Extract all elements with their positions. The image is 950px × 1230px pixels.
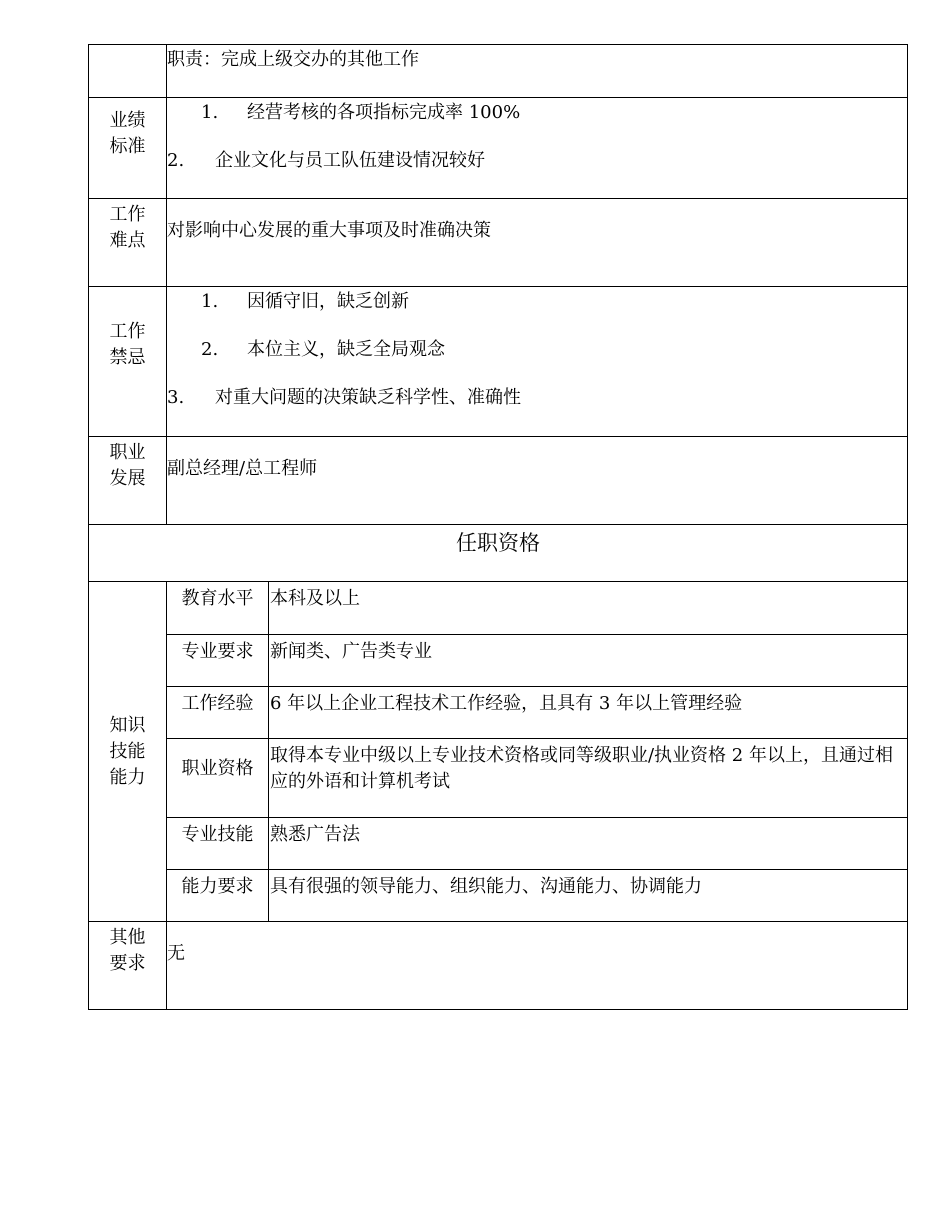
difficulty-label — [89, 199, 167, 287]
performance-item-1-text: 经营考核的各项指标完成率 100% — [247, 102, 521, 123]
career-label-line2: 发展 — [109, 468, 146, 489]
career-row — [89, 437, 908, 525]
difficulty-label-line2: 难点 — [109, 230, 146, 251]
skill-label: 专业技能 — [167, 817, 269, 869]
difficulty-content-cell — [167, 199, 908, 287]
certification-label: 职业资格 — [167, 738, 269, 817]
performance-content-cell — [167, 98, 908, 199]
taboo-item-3-text: 对重大问题的决策缺乏科学性、准确性 — [215, 387, 521, 408]
performance-item-2 — [167, 125, 907, 173]
taboo-item-2-text: 本位主义，缺乏全局观念 — [247, 339, 445, 360]
career-content-cell — [167, 437, 908, 525]
taboo-label-line2: 禁忌 — [109, 347, 146, 368]
other-label-line1: 其他 — [109, 927, 146, 948]
knowledge-item-row — [167, 869, 907, 921]
knowledge-details-table — [167, 582, 907, 921]
major-label: 专业要求 — [167, 634, 269, 686]
performance-item-2-num: 2. — [167, 150, 185, 171]
experience-value: 6 年以上企业工程技术工作经验，且具有 3 年以上管理经验 — [269, 686, 908, 738]
other-label-line2: 要求 — [109, 953, 146, 974]
other-content-cell — [167, 922, 908, 1010]
knowledge-item-row — [167, 582, 907, 634]
difficulty-text: 对影响中心发展的重大事项及时准确决策 — [167, 220, 491, 241]
taboo-row — [89, 287, 908, 437]
performance-label — [89, 98, 167, 199]
performance-label-line1: 业绩 — [109, 110, 146, 131]
career-label — [89, 437, 167, 525]
taboo-item-1-text: 因循守旧，缺乏创新 — [247, 291, 409, 312]
certification-value: 取得本专业中级以上专业技术资格或同等级职业/执业资格 2 年以上，且通过相应的外语和计算机考试 — [269, 738, 908, 817]
taboo-item-2 — [167, 314, 907, 362]
performance-item-1-num: 1. — [201, 102, 219, 123]
career-label-line1: 职业 — [109, 442, 146, 463]
knowledge-item-row — [167, 634, 907, 686]
other-label — [89, 922, 167, 1010]
job-description-table — [88, 44, 908, 1010]
taboo-label — [89, 287, 167, 437]
education-label: 教育水平 — [167, 582, 269, 634]
difficulty-row — [89, 199, 908, 287]
knowledge-item-row — [167, 817, 907, 869]
qualification-title-row — [89, 525, 908, 582]
taboo-item-2-num: 2. — [201, 339, 219, 360]
taboo-item-3-num: 3. — [167, 387, 185, 408]
skill-value: 熟悉广告法 — [269, 817, 908, 869]
taboo-item-1-num: 1. — [201, 291, 219, 312]
knowledge-details-cell — [167, 582, 908, 922]
performance-item-2-text: 企业文化与员工队伍建设情况较好 — [215, 150, 485, 171]
qualification-title: 任职资格 — [456, 531, 540, 555]
ability-value: 具有很强的领导能力、组织能力、沟通能力、协调能力 — [270, 875, 702, 897]
performance-row — [89, 98, 908, 199]
knowledge-label-line1: 知识 — [109, 714, 146, 736]
taboo-item-3 — [167, 362, 907, 410]
knowledge-item-row — [167, 738, 907, 817]
knowledge-row — [89, 582, 908, 922]
difficulty-label-line1: 工作 — [109, 204, 146, 225]
duties-text: 职责：完成上级交办的其他工作 — [167, 49, 419, 70]
knowledge-label-line3: 能力 — [109, 766, 146, 788]
knowledge-label — [89, 582, 167, 922]
taboo-content-cell — [167, 287, 908, 437]
experience-label: 工作经验 — [167, 686, 269, 738]
performance-item-1 — [167, 98, 907, 125]
knowledge-item-row — [167, 686, 907, 738]
taboo-label-line1: 工作 — [109, 321, 146, 342]
qualification-title-cell — [89, 525, 908, 582]
other-text: 无 — [167, 943, 185, 964]
duties-row — [89, 45, 908, 98]
education-value: 本科及以上 — [269, 582, 908, 634]
career-text: 副总经理/总工程师 — [167, 458, 318, 479]
major-value: 新闻类、广告类专业 — [269, 634, 908, 686]
duties-content-cell — [167, 45, 908, 98]
knowledge-label-line2: 技能 — [109, 740, 146, 762]
duties-label-cell — [89, 45, 167, 98]
other-row — [89, 922, 908, 1010]
ability-label: 能力要求 — [167, 869, 269, 921]
taboo-item-1 — [167, 287, 907, 314]
performance-label-line2: 标准 — [109, 136, 146, 157]
